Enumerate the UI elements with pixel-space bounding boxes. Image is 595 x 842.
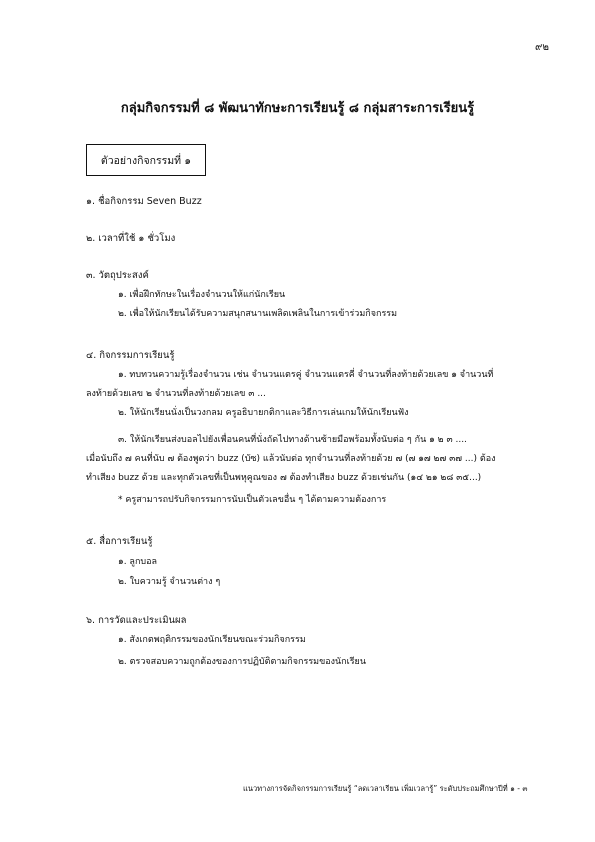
section-6-item: ๒. ตรวจสอบความถูกต้องของการปฏิบัติตามกิจกรรมของนักเรียน [118, 657, 366, 667]
section-3-heading: ๓. วัตถุประสงค์ [86, 270, 149, 281]
page-number: ๙๒ [535, 42, 549, 53]
section-1-heading: ๑. ชื่อกิจกรรม Seven Buzz [86, 196, 202, 207]
section-4-paragraph: ๓. ให้นักเรียนส่งบอลไปยังเพื่อนคนที่นั่งถัดไปทางด้านซ้ายมือพร้อมทั้งนับต่อ ๆ กัน ๑ ๒ ๓ .... [118, 435, 467, 445]
section-5-item: ๑. ลูกบอล [118, 557, 158, 567]
section-4-note: * ครูสามารถปรับกิจกรรมการนับเป็นตัวเลขอื่น ๆ ได้ตามความต้องการ [118, 495, 387, 505]
page-footer: แนวทางการจัดกิจกรรมการเรียนรู้ “ลดเวลาเรียน เพิ่มเวลารู้” ระดับประถมศึกษาปีที่ ๑ - ๓ [243, 784, 528, 793]
section-3-item: ๒. เพื่อให้นักเรียนได้รับความสนุกสนานเพลิดเพลินในการเข้าร่วมกิจกรรม [118, 309, 398, 319]
section-6-heading: ๖. การวัดและประเมินผล [86, 615, 187, 626]
section-2-heading: ๒. เวลาที่ใช้ ๑ ชั่วโมง [86, 233, 176, 244]
section-4-paragraph: ลงท้ายด้วยเลข ๒ จำนวนที่ลงท้ายด้วยเลข ๓ ... [86, 389, 266, 399]
section-4-paragraph: ๒. ให้นักเรียนนั่งเป็นวงกลม ครูอธิบายกติกาและวิธีการเล่นเกมให้นักเรียนฟัง [118, 408, 409, 418]
section-4-heading: ๔. กิจกรรมการเรียนรู้ [86, 350, 175, 361]
section-3-item: ๑. เพื่อฝึกทักษะในเรื่องจำนวนให้แก่นักเรียน [118, 290, 286, 300]
example-activity-box [86, 144, 206, 176]
example-activity-label: ตัวอย่างกิจกรรมที่ ๑ [100, 154, 192, 167]
section-5-item: ๒. ใบความรู้ จำนวนต่าง ๆ [118, 577, 221, 587]
section-4-paragraph: เมื่อนับถึง ๗ คนที่นับ ๗ ต้องพูดว่า buzz (บัซ) แล้วนับต่อ ทุกจำนวนที่ลงท้ายด้วย ๗ (๗ ๑๗ ๒๗ ๓๗ ...) ต้อง [86, 454, 496, 464]
section-4-paragraph: ๑. ทบทวนความรู้เรื่องจำนวน เช่น จำนวนแตรคู่ จำนวนแตรคี่ จำนวนที่ลงท้ายด้วยเลข ๑ จำนวนที่ [118, 370, 494, 380]
section-6-item: ๑. สังเกตพฤติกรรมของนักเรียนขณะร่วมกิจกรรม [118, 635, 306, 645]
page-title: กลุ่มกิจกรรมที่ ๘ พัฒนาทักษะการเรียนรู้ ๘ กลุ่มสาระการเรียนรู้ [120, 101, 475, 116]
section-5-heading: ๕. สื่อการเรียนรู้ [86, 536, 153, 547]
section-4-paragraph: ทำเสียง buzz ด้วย และทุกตัวเลขที่เป็นพหุคูณของ ๗ ต้องทำเสียง buzz ด้วยเช่นกัน (๑๔ ๒๑ ๒๘ ๓๕...) [86, 473, 482, 483]
